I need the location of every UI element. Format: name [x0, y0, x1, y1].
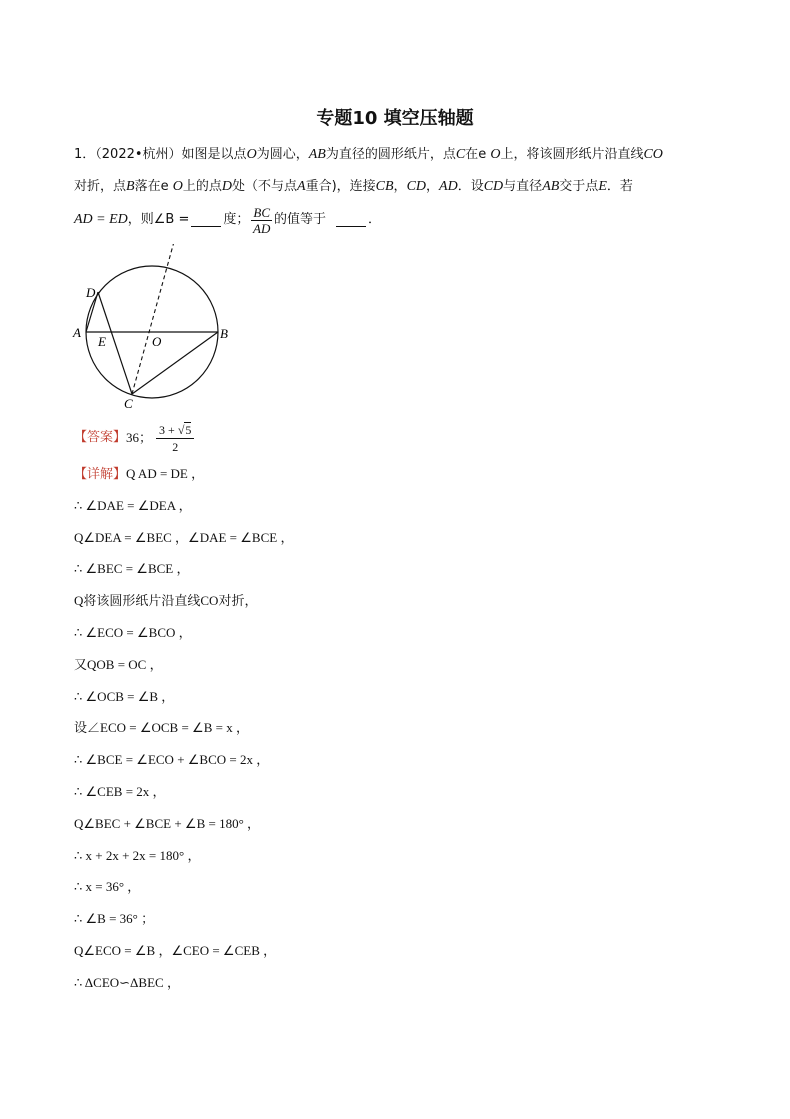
solution-line: ∴ ∠CEB = 2x ， — [74, 784, 166, 799]
fraction-numerator: BC — [253, 204, 271, 220]
text-segment: 上，将该圆形纸片沿直线 — [500, 147, 644, 162]
solution-line — [74, 464, 204, 484]
answer-fraction-denominator: 2 — [172, 439, 179, 454]
var-a: A — [297, 179, 306, 194]
solution-line: ∴ ∠BCE = ∠ECO + ∠BCO = 2x ， — [74, 752, 270, 768]
var-c: C — [455, 147, 466, 162]
label-c: C — [124, 396, 133, 411]
problem-line-3 — [74, 203, 724, 237]
text-segment: ， — [393, 179, 407, 194]
solution-line: Q∠BEC + ∠BCE + ∠B = 180° ， — [74, 815, 261, 831]
label-e: E — [98, 334, 106, 349]
equation-ad-ed: AD = ED — [74, 212, 128, 227]
text-segment: 为直径的圆形纸片，点 — [325, 147, 456, 162]
problem-line-2 — [74, 177, 724, 197]
solution-line: ∴ ∠DAE = ∠DEA ， — [74, 497, 192, 513]
solution-line: Q∠DEA = ∠BEC ，∠DAE = ∠BCE ， — [74, 529, 294, 545]
solution-line: ∴ x + 2x + 2x = 180° ， — [74, 847, 201, 863]
text-segment: 为圆心， — [256, 147, 309, 162]
text-segment: 交于点 — [559, 179, 599, 194]
circle-symbol: e — [478, 147, 487, 162]
var-o: O — [172, 179, 183, 194]
page-title: 专题10 填空压轴题 — [316, 108, 474, 129]
text-segment: ． — [368, 212, 382, 227]
text-segment: 对折，点 — [74, 179, 127, 194]
numerator-part: 3 + — [159, 422, 175, 437]
label-o: O — [152, 334, 162, 349]
text-segment: ， — [426, 179, 440, 194]
text-segment: 落在 — [134, 179, 161, 194]
problem-source: （2022•杭州） — [95, 147, 182, 162]
solution-text: Q AD = DE ， — [126, 466, 205, 481]
var-o: O — [246, 147, 257, 162]
var-ab: AB — [542, 179, 560, 194]
var-cb: CB — [375, 179, 394, 194]
var-e: E — [598, 179, 607, 194]
solution-line: ∴ ΔCEO∽ΔBEC ， — [74, 974, 180, 990]
label-a: A — [73, 325, 81, 340]
answer-value: 36； — [126, 430, 153, 445]
fraction-denominator: AD — [253, 220, 271, 236]
var-ab: AB — [308, 147, 326, 162]
text-segment: 上的点 — [182, 179, 222, 194]
text-segment: 的值等于 — [274, 212, 327, 227]
text-segment: 度； — [223, 212, 250, 227]
solution-line: ∴ x = 36° ， — [74, 879, 141, 895]
text-segment: 处（不与点 — [232, 179, 298, 194]
text-segment: 与直径 — [503, 179, 543, 194]
var-co: CO — [643, 147, 663, 162]
var-o: O — [490, 147, 501, 162]
label-b: B — [220, 326, 228, 341]
var-cd: CD — [483, 179, 504, 194]
answer-blank-2 — [336, 214, 366, 227]
segment-cb — [132, 332, 218, 394]
answer-blank-1 — [191, 214, 221, 227]
label-d: D — [86, 285, 96, 300]
solution-line: ∴ ∠BEC = ∠BCE ， — [74, 561, 190, 577]
solution-line: ∴ ∠OCB = ∠B ， — [74, 688, 175, 704]
var-b: B — [126, 179, 135, 194]
problem-line-1 — [74, 145, 724, 165]
solution-line: 设∠ECO = ∠OCB = ∠B = x ， — [74, 720, 249, 736]
text-segment: ．设 — [457, 179, 484, 194]
solution-line: 又QOB = OC ， — [74, 656, 163, 672]
problem-statement — [74, 145, 724, 237]
answer-tag: 【答案】 — [74, 430, 127, 445]
text-segment: 如图是以点 — [181, 147, 247, 162]
fraction-bc-ad — [251, 205, 272, 236]
var-cd: CD — [406, 179, 427, 194]
answer-line — [74, 422, 194, 454]
circle-symbol: e — [160, 179, 169, 194]
answer-fraction-numerator: 3 + √5 — [156, 422, 194, 439]
problem-number: 1． — [74, 147, 96, 162]
text-segment: 在 — [465, 147, 479, 162]
solution-line: ∴ ∠ECO = ∠BCO ， — [74, 625, 192, 640]
text-segment: ，则∠B = — [127, 212, 190, 227]
text-segment: 重合)，连接 — [305, 179, 376, 194]
solution-tag: 【详解】 — [74, 467, 127, 482]
var-ad: AD — [439, 179, 458, 194]
sqrt-radicand: 5 — [185, 422, 192, 437]
solution-line: Q将该圆形纸片沿直线CO对折， — [74, 593, 258, 609]
solution-line: Q∠ECO = ∠B ，∠CEO = ∠CEB ， — [74, 943, 277, 958]
var-d: D — [221, 179, 232, 194]
circle-diagram — [70, 244, 240, 414]
solution-line: ∴ ∠B = 36° ； — [74, 911, 155, 927]
answer-fraction — [156, 422, 194, 455]
text-segment: ．若 — [606, 179, 633, 194]
